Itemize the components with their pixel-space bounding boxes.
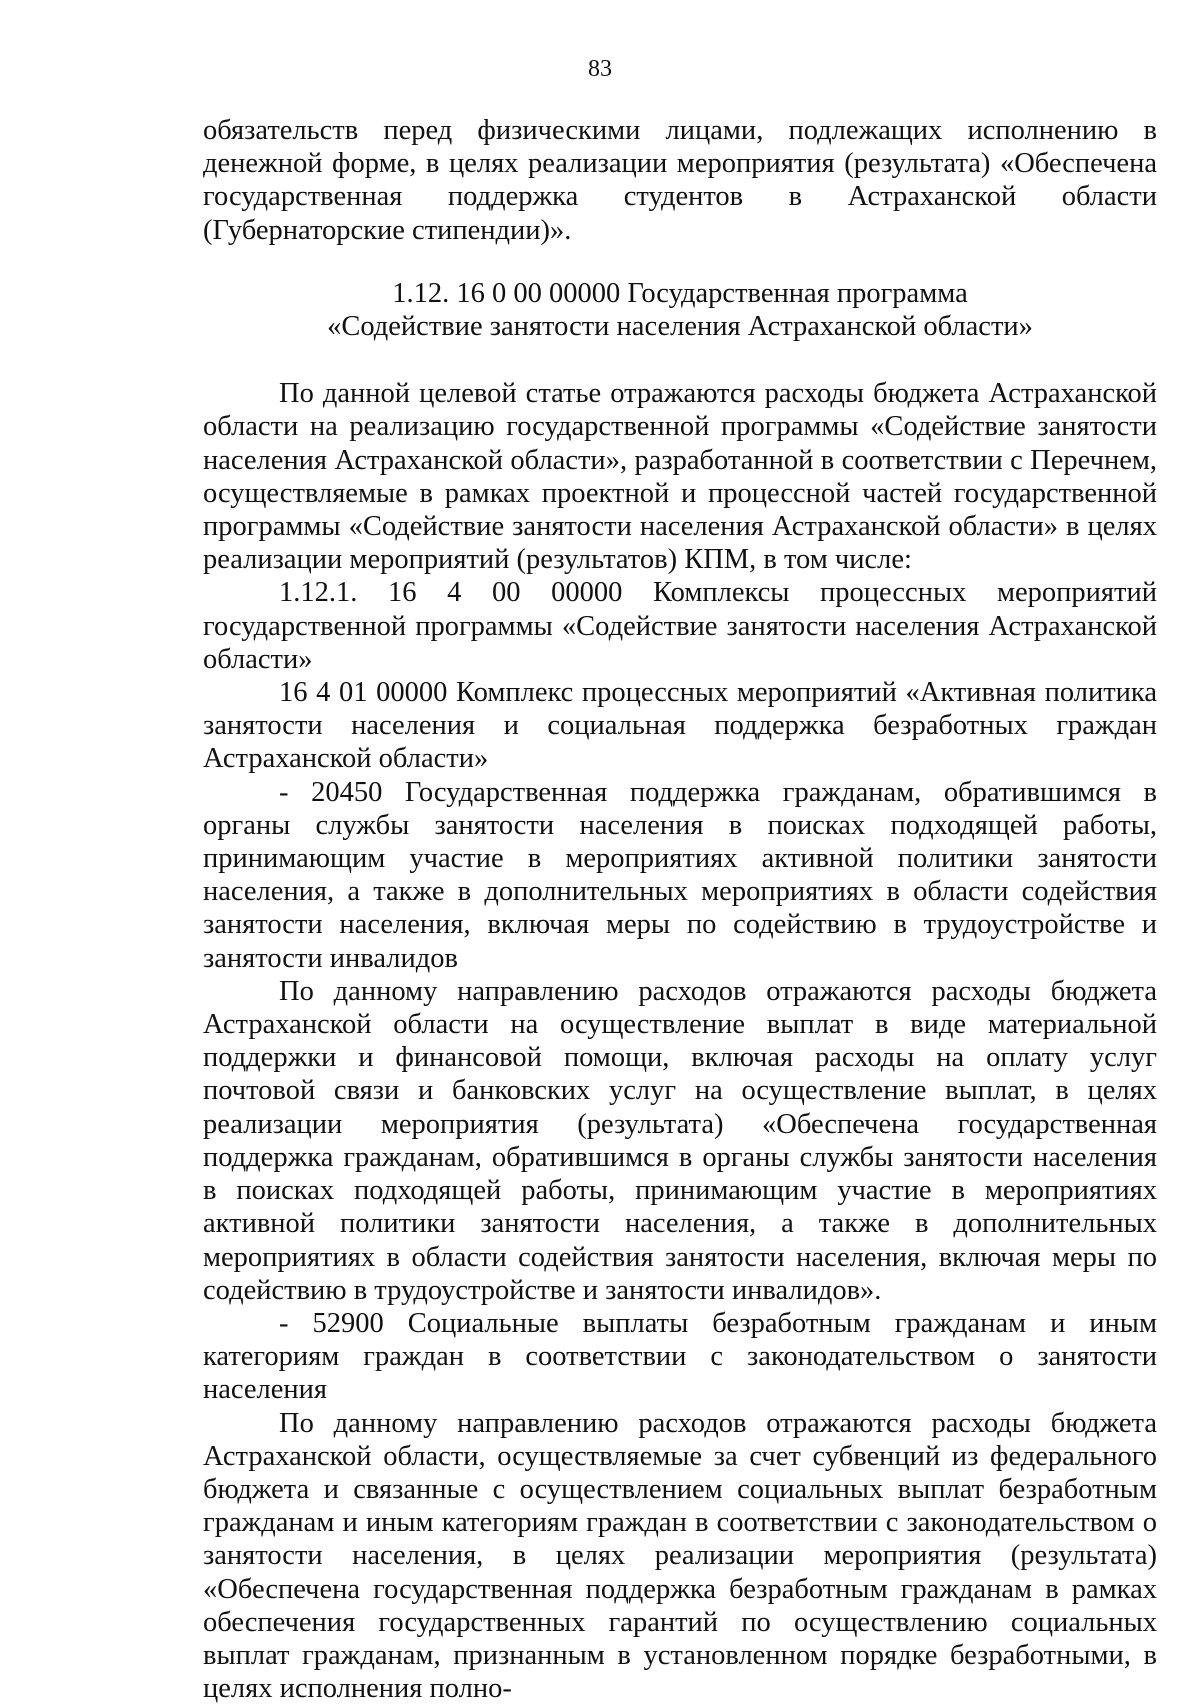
paragraph-item-52900-description: По данному направлению расходов отражаются расходы бюджета Астраханской области, осуществляемые за счет субвенций из федерального бюджета и связанные с осуществлением социальных выплат безработным гражданам и иным категориям граждан в соответствии с законодательством о занятости населения, в целях реализации мероприятия (результата) «Обеспечена государственная поддержка безработным гражданам в рамках обеспечения государственных гарантий по осуществлению социальных выплат гражданам, признанным в установленном порядке безработными, в целях исполнения полно- [203, 1407, 1157, 1705]
paragraph-intro: По данной целевой статье отражаются расходы бюджета Астраханской области на реализацию государственной программы «Содействие занятости населения Астраханской области», разработанной в соответствии с Перечнем, осуществляемые в рамках проектной и процессной частей государственной программы «Содействие занятости населения Астраханской области» в целях реализации мероприятий (результатов) КПМ, в том числе: [203, 378, 1157, 576]
paragraph-item-20450: - 20450 Государственная поддержка гражданам, обратившимся в органы службы занятости населения в поисках подходящей работы, принимающим участие в мероприятиях активной политики занятости населения, а также в дополнительных мероприятиях в области содействия занятости населения, включая меры по содействию в трудоустройстве и занятости инвалидов [203, 776, 1157, 974]
paragraph-complex: 16 4 01 00000 Комплекс процессных мероприятий «Активная политика занятости населения и социальная поддержка безработных граждан Астраханской области» [203, 677, 1157, 775]
page-number: 83 [588, 56, 612, 82]
document-body [203, 114, 1157, 1705]
section-heading [203, 277, 1157, 343]
section-heading-line-1: 1.12. 16 0 00 00000 Государственная программа [392, 277, 968, 309]
paragraph-subsection: 1.12.1. 16 4 00 00000 Комплексы процессных мероприятий государственной программы «Содействие занятости населения Астраханской области» [203, 577, 1157, 675]
paragraph-continuation: обязательств перед физическими лицами, подлежащих исполнению в денежной форме, в целях реализации мероприятия (результата) «Обеспечена государственная поддержка студентов в Астраханской области (Губернаторские стипендии)». [203, 115, 1157, 246]
paragraph-item-20450-description: По данному направлению расходов отражаются расходы бюджета Астраханской области на осуществление выплат в виде материальной поддержки и финансовой помощи, включая расходы на оплату услуг почтовой связи и банковских услуг на осуществление выплат, в целях реализации мероприятия (результата) «Обеспечена государственная поддержка гражданам, обратившимся в органы службы занятости населения в поисках подходящей работы, принимающим участие в мероприятиях активной политики занятости населения, а также в дополнительных мероприятиях в области содействия занятости населения, включая меры по содействию в трудоустройстве и занятости инвалидов». [203, 975, 1157, 1306]
paragraph-item-52900: - 52900 Социальные выплаты безработным гражданам и иным категориям граждан в соответствии с законодательством о занятости населения [203, 1307, 1157, 1406]
section-heading-line-2: «Содействие занятости населения Астраханской области» [327, 311, 1033, 343]
